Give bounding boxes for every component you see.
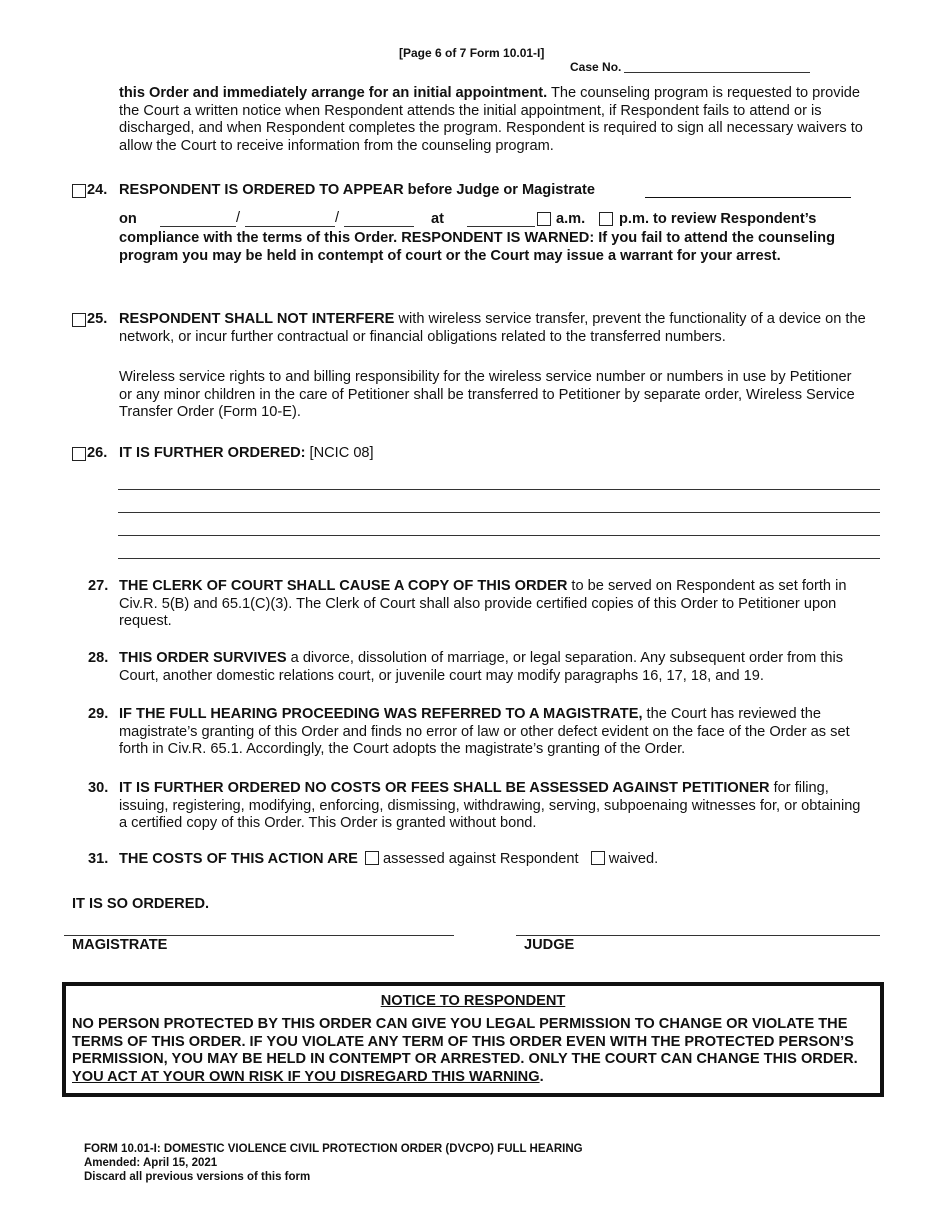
case-number-label: Case No. <box>570 60 622 74</box>
item-29-number: 29. <box>88 706 109 722</box>
item-24-heading: RESPONDENT IS ORDERED TO APPEAR before Judge or Magistrate <box>119 182 595 198</box>
item-25-checkbox[interactable] <box>72 313 86 327</box>
wireless-transfer-paragraph: Wireless service rights to and billing responsibility for the wireless service number or numbers in use by Petitioner or any minor children in the care of Petitioner shall be transferred to Petitioner by separate order, Wireless Service Transfer Order (Form 10-E). <box>119 369 855 420</box>
item-26-heading: IT IS FURTHER ORDERED: [NCIC 08] <box>119 445 374 461</box>
costs-respondent-label: assessed against Respondent <box>383 851 579 867</box>
item-25-paragraph: RESPONDENT SHALL NOT INTERFERE with wireless service transfer, prevent the functionality of a device on the network, or incur further contractual or financial obligations related to the transferred numbers. <box>119 311 866 345</box>
footer-amended: Amended: April 15, 2021 <box>84 1157 218 1169</box>
item-30-paragraph: IT IS FURTHER ORDERED NO COSTS OR FEES SHALL BE ASSESSED AGAINST PETITIONER for filing, issuing, registering, modifying, enforcing, dismissing, withdrawing, serving, subpoenaing witnesses for, or obtaining a certified copy of this Order. This Order is granted without bond. <box>119 780 861 831</box>
further-order-line[interactable] <box>118 489 880 490</box>
am-label: a.m. <box>556 211 586 227</box>
hearing-at-label: at <box>431 211 444 227</box>
so-ordered: IT IS SO ORDERED. <box>72 896 210 912</box>
hearing-on-label: on <box>119 211 137 227</box>
date-slash: / <box>335 210 340 226</box>
item-28-number: 28. <box>88 650 109 666</box>
footer-form-title: FORM 10.01-I: DOMESTIC VIOLENCE CIVIL PROTECTION ORDER (DVCPO) FULL HEARING <box>84 1143 583 1155</box>
costs-respondent-checkbox[interactable] <box>365 851 379 865</box>
magistrate-label: MAGISTRATE <box>72 937 168 953</box>
notice-title: NOTICE TO RESPONDENT <box>380 993 566 1009</box>
hearing-day-line[interactable] <box>245 226 335 227</box>
notice-box <box>62 982 884 1097</box>
item-24-warning: compliance with the terms of this Order. RESPONDENT IS WARNED: If you fail to attend the counseling program you may be held in contempt of court or the Court may issue a warrant for your arrest. <box>119 230 835 264</box>
hearing-time-line[interactable] <box>467 226 535 227</box>
costs-waived-checkbox[interactable] <box>591 851 605 865</box>
further-order-line[interactable] <box>118 558 880 559</box>
item-31-line: THE COSTS OF THIS ACTION ARE assessed against Respondent waived. <box>119 851 659 867</box>
notice-body: NO PERSON PROTECTED BY THIS ORDER CAN GIVE YOU LEGAL PERMISSION TO CHANGE OR VIOLATE THE TERMS OF THIS ORDER. IF YOU VIOLATE ANY TERM OF THIS ORDER EVEN WITH THE PROTECTED PERSON’S PERMISSION, YOU MAY BE HELD IN CONTEMPT OR ARRESTED. ONLY THE COURT CAN CHANGE THIS ORDER. YOU ACT AT YOUR OWN RISK IF YOU DISREGARD THIS WARNING. <box>72 1016 858 1085</box>
item-27-paragraph: THE CLERK OF COURT SHALL CAUSE A COPY OF THIS ORDER to be served on Respondent as set forth in Civ.R. 5(B) and 65.1(C)(3). The Clerk of Court shall also provide certified copies of this Order to Petitioner upon request. <box>119 578 847 629</box>
footer <box>84 1142 583 1184</box>
case-number-line <box>624 72 810 73</box>
costs-waived-label: waived. <box>608 851 659 867</box>
case-number[interactable] <box>570 59 621 77</box>
page-label: [Page 6 of 7 Form 10.01-I] <box>399 46 545 60</box>
item-25-number: 25. <box>87 311 108 327</box>
judge-signature-line[interactable] <box>516 935 880 936</box>
magistrate-signature-line[interactable] <box>64 935 454 936</box>
item-27-number: 27. <box>88 578 109 594</box>
item-29-paragraph: IF THE FULL HEARING PROCEEDING WAS REFERRED TO A MAGISTRATE, the Court has reviewed the magistrate’s granting of this Order and finds no error of law or other defect evident on the face of the Order as set forth in Civ.R. 65.1. Accordingly, the Court adopts the magistrate’s granting of the Order. <box>119 706 850 757</box>
pm-label: p.m. to review Respondent’s <box>619 211 817 227</box>
pm-checkbox[interactable] <box>599 212 613 226</box>
hearing-year-line[interactable] <box>344 226 414 227</box>
item-24-number: 24. <box>87 182 108 198</box>
intro-paragraph: this Order and immediately arrange for an initial appointment. The counseling program is requested to provide the Court a written notice when Respondent attends the initial appointment, if Respondent fails to attend or is discharged, and when Respondent completes the program. Respondent is required to sign all necessary waivers to allow the Court to receive information from the counseling program. <box>119 85 863 154</box>
further-order-line[interactable] <box>118 512 880 513</box>
date-slash: / <box>236 210 241 226</box>
item-30-number: 30. <box>88 780 109 796</box>
item-26-checkbox[interactable] <box>72 447 86 461</box>
footer-discard: Discard all previous versions of this form <box>84 1171 311 1183</box>
item-31-number: 31. <box>88 851 109 867</box>
further-order-line[interactable] <box>118 535 880 536</box>
item-28-paragraph: THIS ORDER SURVIVES a divorce, dissolution of marriage, or legal separation. Any subsequent order from this Court, another domestic relations court, or juvenile court may modify paragraphs 16, 17, 18, and 19. <box>119 650 844 684</box>
judge-label: JUDGE <box>524 937 575 953</box>
judge-name-line[interactable] <box>645 197 851 198</box>
hearing-month-line[interactable] <box>160 226 236 227</box>
item-24-checkbox[interactable] <box>72 184 86 198</box>
item-26-number: 26. <box>87 445 108 461</box>
am-checkbox[interactable] <box>537 212 551 226</box>
